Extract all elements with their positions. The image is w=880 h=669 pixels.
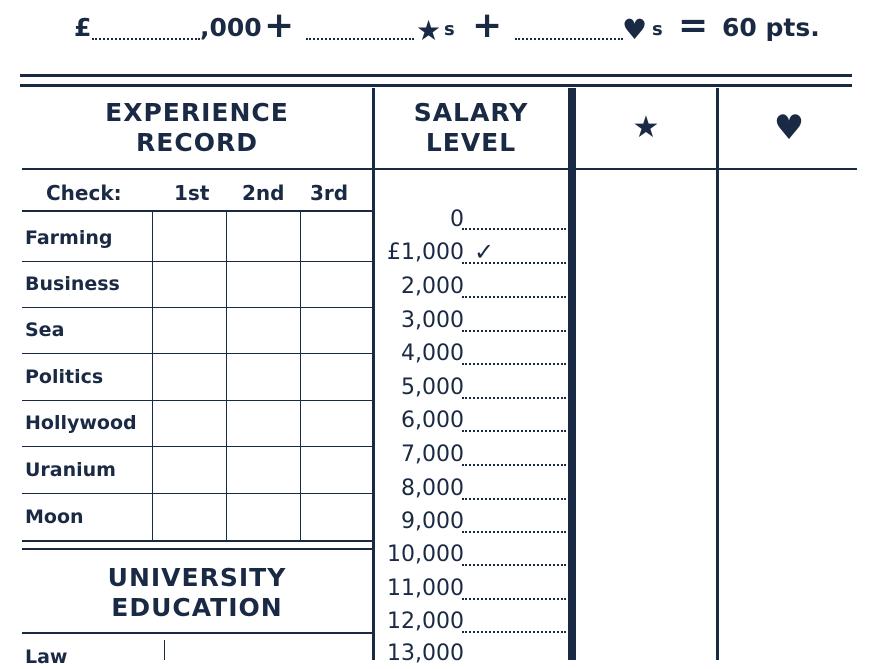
university-header-line1: UNIVERSITY bbox=[107, 563, 287, 592]
university-row-law: Law bbox=[25, 646, 68, 668]
top-rule-1 bbox=[20, 74, 852, 77]
row-rule bbox=[22, 307, 372, 308]
check-header-rule bbox=[22, 210, 372, 212]
experience-row-moon: Moon bbox=[25, 506, 84, 528]
salary-level-9000: 9,000 bbox=[401, 509, 464, 534]
experience-header-rule bbox=[22, 168, 372, 170]
row-rule bbox=[22, 446, 372, 447]
salary-level-10000: 10,000 bbox=[387, 542, 464, 567]
experience-row-hollywood: Hollywood bbox=[25, 412, 137, 434]
experience-row-business: Business bbox=[25, 273, 120, 295]
row-rule bbox=[22, 493, 372, 494]
salary-level-12000: 12,000 bbox=[387, 609, 464, 634]
salary-blank[interactable] bbox=[462, 395, 566, 399]
row-rule bbox=[22, 261, 372, 262]
experience-row-politics: Politics bbox=[25, 366, 104, 388]
salary-blank[interactable] bbox=[462, 629, 566, 633]
equals-sign: = bbox=[678, 5, 709, 46]
plus-sign-2: + bbox=[472, 5, 503, 46]
salary-blank[interactable] bbox=[462, 562, 566, 566]
check-label: Check: bbox=[46, 181, 122, 205]
experience-header bbox=[22, 98, 372, 158]
salary-level-6000: 6,000 bbox=[401, 408, 464, 433]
heart-header-rule bbox=[719, 168, 857, 170]
money-blank[interactable] bbox=[92, 36, 200, 40]
salary-level-3000: 3,000 bbox=[401, 308, 464, 333]
divider-salary-star bbox=[568, 88, 576, 660]
salary-blank[interactable] bbox=[462, 226, 566, 230]
hearts-blank[interactable] bbox=[515, 36, 623, 40]
salary-header-line1: SALARY bbox=[413, 98, 529, 127]
salary-level-7000: 7,000 bbox=[401, 442, 464, 467]
salary-level-5000: 5,000 bbox=[401, 375, 464, 400]
salary-level-0: 0 bbox=[450, 207, 464, 232]
experience-header-line2: RECORD bbox=[136, 128, 258, 157]
check-col-1st: 1st bbox=[174, 181, 210, 205]
row-rule bbox=[22, 353, 372, 354]
check-col-3rd: 3rd bbox=[310, 181, 349, 205]
check-col-2nd: 2nd bbox=[242, 181, 285, 205]
divider-experience-salary bbox=[372, 88, 375, 660]
heart-column-area[interactable] bbox=[719, 171, 857, 660]
salary-level-13000: 13,000 bbox=[387, 641, 464, 666]
star-header-rule bbox=[576, 168, 716, 170]
star-icon: ★ bbox=[416, 14, 442, 47]
heart-icon: ♥ bbox=[622, 13, 648, 46]
row-rule bbox=[22, 400, 372, 401]
thousands-suffix: ,000 bbox=[200, 13, 262, 42]
salary-level-2000: 2,000 bbox=[401, 274, 464, 299]
university-header bbox=[22, 563, 372, 623]
stars-blank[interactable] bbox=[306, 36, 414, 40]
university-rule-1 bbox=[22, 540, 372, 542]
experience-row-uranium: Uranium bbox=[25, 459, 116, 481]
star-column-area[interactable] bbox=[576, 171, 716, 660]
top-rule-2 bbox=[20, 84, 852, 87]
salary-level-11000: 11,000 bbox=[387, 576, 464, 601]
check-cell[interactable] bbox=[301, 213, 372, 261]
salary-header-line2: LEVEL bbox=[425, 128, 517, 157]
university-rule-2 bbox=[22, 548, 372, 550]
salary-check-mark: ✓ bbox=[474, 238, 495, 266]
salary-blank[interactable] bbox=[462, 428, 566, 432]
university-header-rule bbox=[22, 632, 372, 634]
salary-blank[interactable] bbox=[462, 294, 566, 298]
salary-blank[interactable] bbox=[462, 328, 566, 332]
heart-column-icon: ♥ bbox=[773, 108, 805, 148]
salary-blank[interactable] bbox=[462, 496, 566, 500]
salary-blank[interactable] bbox=[462, 529, 566, 533]
salary-header bbox=[374, 98, 568, 158]
university-header-line2: EDUCATION bbox=[111, 593, 283, 622]
salary-blank[interactable] bbox=[462, 361, 566, 365]
experience-row-sea: Sea bbox=[25, 319, 65, 341]
experience-header-line1: EXPERIENCE bbox=[105, 98, 289, 127]
total-points: 60 pts. bbox=[722, 13, 820, 42]
plus-sign-1: + bbox=[264, 5, 295, 46]
star-column-icon: ★ bbox=[632, 110, 660, 145]
salary-level-1000: £1,000 bbox=[387, 240, 464, 265]
check-cell[interactable] bbox=[153, 213, 226, 261]
stars-suffix: s bbox=[444, 19, 455, 40]
university-grid-vline bbox=[164, 640, 165, 660]
salary-blank[interactable] bbox=[462, 596, 566, 600]
salary-level-8000: 8,000 bbox=[401, 476, 464, 501]
salary-header-rule bbox=[375, 168, 568, 170]
experience-row-farming: Farming bbox=[25, 227, 113, 249]
hearts-suffix: s bbox=[652, 19, 663, 40]
currency-symbol: £ bbox=[74, 13, 92, 42]
salary-level-4000: 4,000 bbox=[401, 341, 464, 366]
check-cell[interactable] bbox=[227, 213, 300, 261]
salary-blank[interactable] bbox=[462, 462, 566, 466]
